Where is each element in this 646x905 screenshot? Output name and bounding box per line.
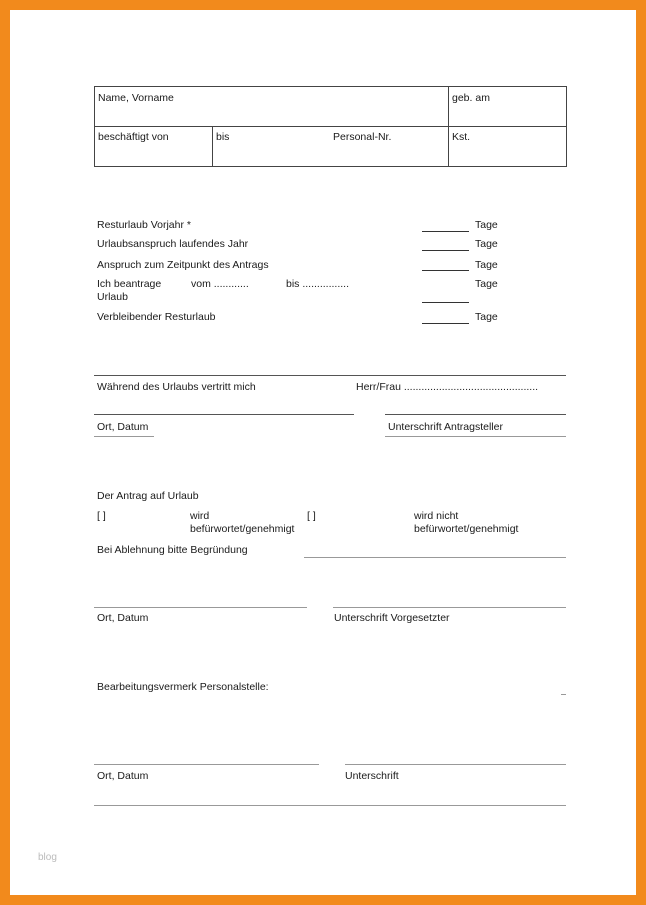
leave-days-field[interactable]: [422, 323, 469, 324]
hr-note-label: Bearbeitungsvermerk Personalstelle:: [97, 681, 269, 693]
place-date-line[interactable]: [94, 607, 307, 608]
birth-date-cell[interactable]: [449, 87, 567, 127]
leave-row-label: Urlaubsanspruch laufendes Jahr: [97, 238, 249, 250]
cost-center-label: Kst.: [452, 131, 471, 143]
leave-days-field[interactable]: [422, 270, 469, 271]
signature-line[interactable]: [333, 607, 566, 608]
leave-row-label: Verbleibender Resturlaub: [97, 311, 216, 323]
signature-line[interactable]: [385, 414, 566, 415]
approval-title: Der Antrag auf Urlaub: [97, 490, 199, 502]
approve-checkbox[interactable]: [ ]: [97, 510, 106, 522]
approve-option-label-cont: befürwortet/genehmigt: [190, 523, 295, 535]
leave-days-unit: Tage: [475, 311, 498, 323]
place-date-line[interactable]: [94, 764, 319, 765]
divider: [94, 805, 566, 806]
name-label: Name, Vorname: [98, 92, 174, 104]
place-date-label: Ort, Datum: [97, 770, 149, 782]
substitute-label: Während des Urlaubs vertritt mich: [97, 381, 256, 393]
employed-until-cell[interactable]: [213, 127, 449, 167]
rejection-reason-field[interactable]: [304, 557, 566, 558]
approve-option-label: wird: [190, 510, 210, 522]
place-date-label: Ort, Datum: [97, 612, 149, 624]
employee-header-table: [94, 86, 567, 167]
place-date-line[interactable]: [94, 414, 354, 415]
leave-days-unit: Tage: [475, 259, 498, 271]
leave-days-field[interactable]: [422, 250, 469, 251]
leave-days-field[interactable]: [422, 231, 469, 232]
name-cell[interactable]: [95, 87, 449, 127]
personnel-number-label: Personal-Nr.: [333, 131, 392, 143]
cost-center-cell[interactable]: [449, 127, 567, 167]
request-from-field[interactable]: vom ............: [191, 278, 249, 290]
leave-row-label: Anspruch zum Zeitpunkt des Antrags: [97, 259, 269, 271]
signature-label: Unterschrift: [345, 770, 399, 782]
request-to-field[interactable]: bis ................: [286, 278, 350, 290]
supervisor-signature-label: Unterschrift Vorgesetzter: [334, 612, 450, 624]
employed-since-cell[interactable]: [95, 127, 213, 167]
divider: [385, 436, 566, 437]
divider: [94, 436, 154, 437]
reject-option-label: wird nicht: [414, 510, 459, 522]
request-label-cont: Urlaub: [97, 291, 128, 303]
rejection-reason-label: Bei Ablehnung bitte Begründung: [97, 544, 248, 556]
reject-option-label-cont: befürwortet/genehmigt: [414, 523, 519, 535]
request-days-unit: Tage: [475, 278, 498, 290]
leave-days-unit: Tage: [475, 219, 498, 231]
watermark: blog: [38, 852, 57, 863]
birth-date-label: geb. am: [452, 92, 490, 104]
divider: [94, 375, 566, 376]
employed-since-label: beschäftigt von: [98, 131, 169, 143]
place-date-label: Ort, Datum: [97, 421, 149, 433]
reject-checkbox[interactable]: [ ]: [307, 510, 316, 522]
leave-days-unit: Tage: [475, 238, 498, 250]
hr-note-field[interactable]: [561, 694, 566, 695]
request-label: Ich beantrage: [97, 278, 162, 290]
substitute-person-field[interactable]: Herr/Frau ..............................................: [356, 381, 539, 393]
signature-line[interactable]: [345, 764, 566, 765]
applicant-signature-label: Unterschrift Antragsteller: [388, 421, 503, 433]
request-days-field[interactable]: [422, 302, 469, 303]
leave-row-label: Resturlaub Vorjahr *: [97, 219, 191, 231]
until-label: bis: [216, 131, 230, 143]
